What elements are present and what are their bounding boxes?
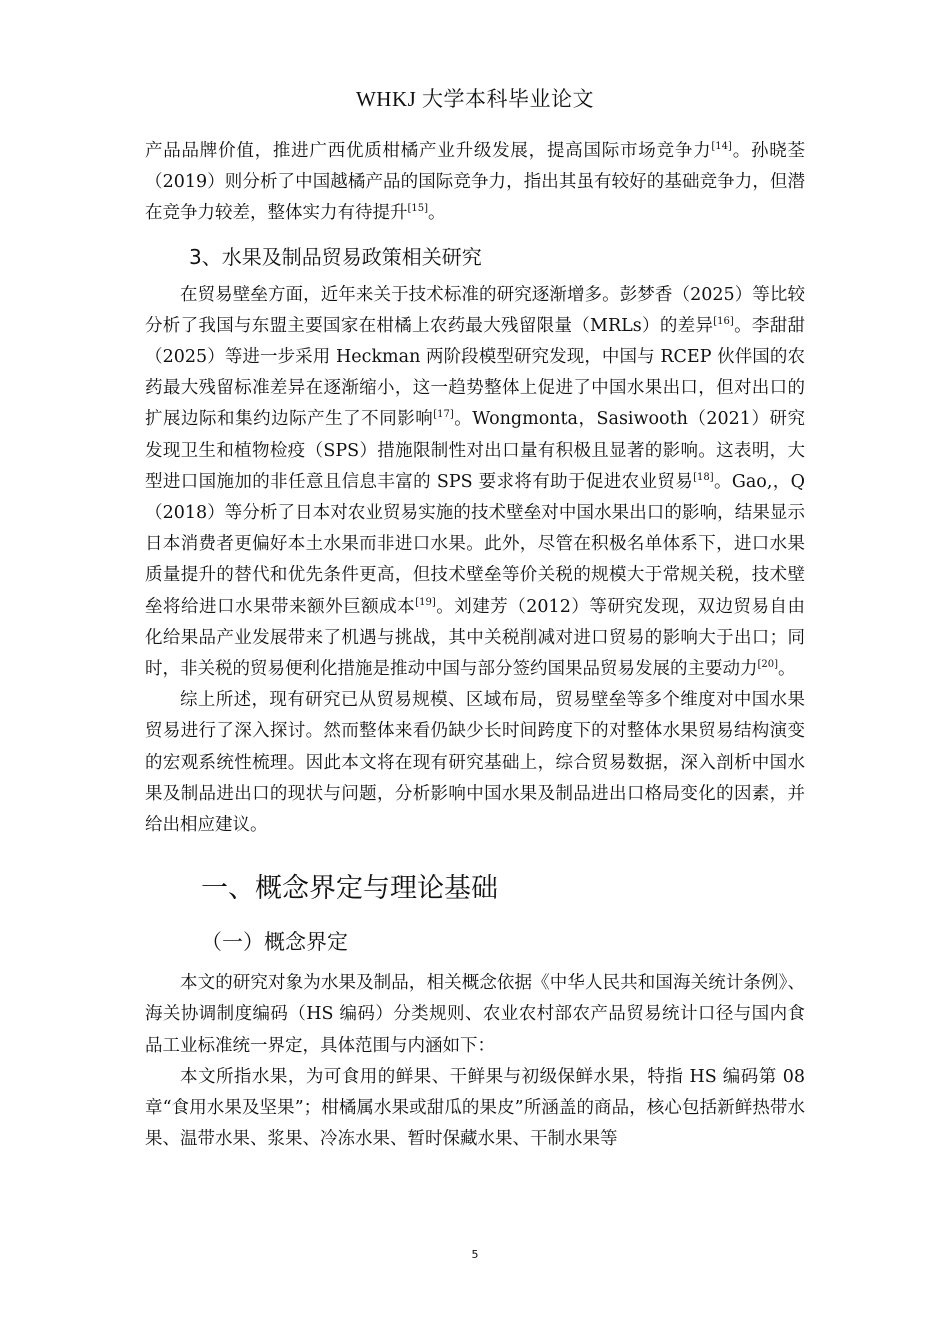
page-body [145, 136, 805, 1155]
section-heading-trade-policy: 3、水果及制品贸易政策相关研究 [189, 244, 482, 269]
paragraph-1: 产品品牌价值，推进广西优质柑橘产业升级发展，提高国际市场竞争力[14]。孙晓荃（2019）则分析了中国越橘产品的国际竞争力，指出其虽有较好的基础竞争力，但潜在竞争力较差，整体实力有待提升[15]。 [145, 141, 806, 224]
citation-16: [16] [713, 315, 734, 327]
citation-15: [15] [407, 203, 429, 215]
section-heading-definitions: （一）概念界定 [201, 930, 348, 955]
chapter-heading: 一、概念界定与理论基础 [201, 873, 498, 905]
citation-18: [18] [693, 471, 714, 483]
citation-17: [17] [433, 409, 454, 421]
paragraph-3-summary: 综上所述，现有研究已从贸易规模、区域布局，贸易壁垒等多个维度对中国水果贸易进行了深入探讨。然而整体来看仍缺少长时间跨度下的对整体水果贸易结构演变的宏观系统性梳理。因此本文将在现有研究基础上，综合贸易数据，深入剖析中国水果及制品进出口的现状与问题，分析影响中国水果及制品进出口格局变化的因素，并给出相应建议。 [145, 690, 805, 836]
page-number: 5 [471, 1248, 479, 1261]
paragraph-5: 本文所指水果，为可食用的鲜果、干鲜果与初级保鲜水果，特指 HS 编码第 08 章“食用水果及坚果”；柑橘属水果或甜瓜的果皮”所涵盖的商品，核心包括新鲜热带水果、温带水果、浆果、冷冻水果、暂时保藏水果、干制水果等 [145, 1066, 805, 1150]
citation-20: [20] [757, 659, 779, 671]
paragraph-2: 在贸易壁垒方面，近年来关于技术标准的研究逐渐增多。彭梦香（2025）等比较分析了我国与东盟主要国家在柑橘上农药最大残留限量（MRLs）的差异[16]。李甜甜（2025）等进一步采用 Heckman 两阶段模型研究发现，中国与 RCEP 伙伴国的农药最大残留标准差异在逐渐缩小，这一趋势整体上促进了中国水果出口，但对出口的扩展边际和集约边际产生了不同影响[17]。Wongmonta，Sasiwooth（2021）研究发现卫生和植物检疫（SPS）措施限制性对出口量有积极且显著的影响。这表明，大型进口国施加的非任意且信息丰富的 SPS 要求将有助于促进农业贸易[18]。Gao,，Q（2018）等分析了日本对农业贸易实施的技术壁垒对中国水果出口的影响，结果显示日本消费者更偏好本土水果而非进口水果。此外，尽管在积极名单体系下，进口水果质量提升的替代和优先条件更高，但技术壁垒等价关税的规模大于常规关税，技术壁垒将给进口水果带来额外巨额成本[19]。刘建芳（2012）等研究发现，双边贸易自由化给果品产业发展带来了机遇与挑战，其中关税削减对进口贸易的影响大于出口；同时，非关税的贸易便利化措施是推动中国与部分签约国果品贸易发展的主要动力[20]。 [145, 284, 806, 680]
citation-14: [14] [711, 141, 732, 152]
running-header: WHKJ 大学本科毕业论文 [355, 87, 595, 111]
citation-19: [19] [415, 596, 436, 608]
paragraph-4: 本文的研究对象为水果及制品，相关概念依据《中华人民共和国海关统计条例》、海关协调制度编码（HS 编码）分类规则、农业农村部农产品贸易统计口径与国内食品工业标准统一界定，具体范围与内涵如下： [145, 973, 805, 1056]
